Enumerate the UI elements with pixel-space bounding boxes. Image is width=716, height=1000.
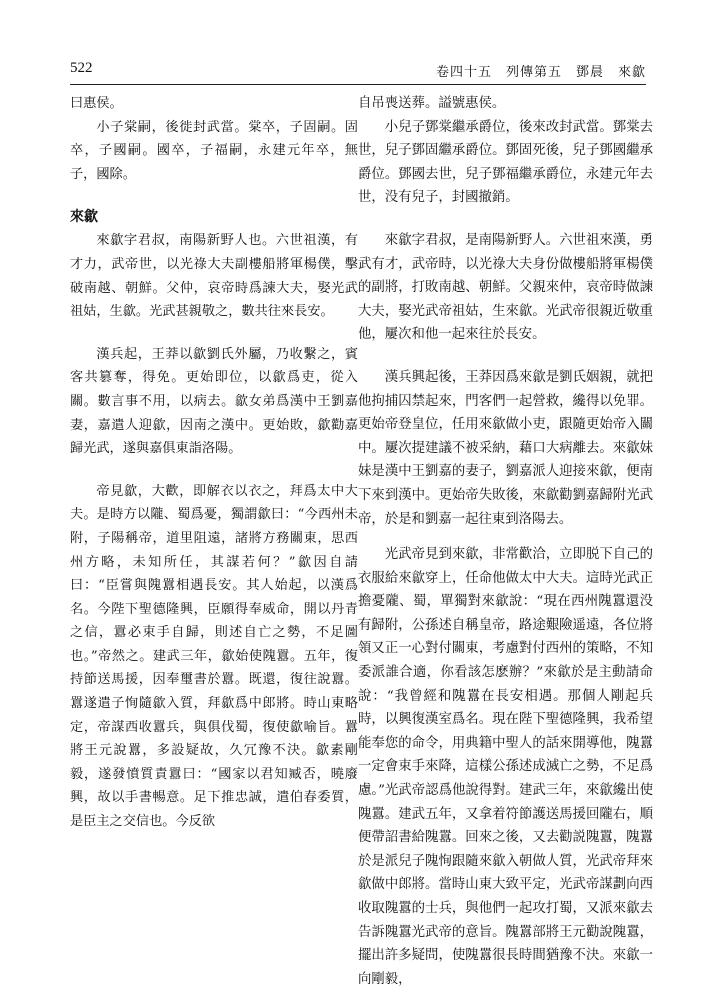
translation-paragraph-3: 來歙字君叔，是南陽新野人。六世祖來漢，勇武有才，武帝時，以光祿大夫身份做樓船將軍楊僕的副將，打敗南越、朝鮮。父親來仲，哀帝時做諫大夫，娶光武帝祖姑，生來歙。光武帝很親近敬重他，屢次和他一起來往於長安。 (358, 232, 653, 343)
header-rule (70, 84, 646, 85)
page-number: 522 (70, 60, 93, 76)
classical-text-column (70, 92, 358, 834)
translation-paragraph-2: 小兒子鄧棠繼承爵位，後來改封武當。鄧棠去世，兒子鄧固繼承爵位。鄧固死後，兒子鄧國繼承爵位。鄧國去世，兒子鄧福繼承爵位，永建元年去世，没有兒子，封國撤銷。 (358, 119, 653, 206)
translation-paragraph-1: 自吊喪送葬。謚號惠侯。 (358, 96, 506, 111)
translation-paragraph-5: 光武帝見到來歙，非常歡洽，立即脱下自己的衣服給來歙穿上，任命他做太中大夫。這時光武正擔憂隴、蜀，單獨對來歙說：“現在西州隗囂還没有歸附，公孫述自稱皇帝，路途艱險遥遠，各位將領又正一心對付關東，考慮對付西州的策略，不知委派誰合適，你看該怎麽辦？”來歙於是主動請命說：“我曾經和隗囂在長安相遇。那個人剛起兵時，以興復漢室爲名。現在陛下聖德隆興，我希望能奉您的命令，用典籍中聖人的話來開導他，隗囂一定會束手來降，這樣公孫述成滅亡之勢，不足爲慮。”光武帝認爲他說得對。建武三年，來歙纔出使隗囂。建武五年，又拿着符節護送馬援回隴右，順便帶詔書給隗囂。回來之後，又去勸説隗囂，隗囂於是派兒子隗恂跟隨來歙入朝做人質，光武帝拜來歙做中郎將。當時山東大致平定，光武帝謀劃向西收取隗囂的士兵，與他們一起攻打蜀，又派來歙去告訴隗囂光武帝的意旨。隗囂部將王元勸說隗囂，擺出許多疑問，使隗囂很長時間猶豫不決。來歙一向剛毅， (358, 547, 653, 987)
classical-paragraph-2: 小子棠嗣，後徙封武當。棠卒，子固嗣。固卒，子國嗣。國卒，子福嗣，永建元年卒，無子，國除。 (70, 119, 358, 182)
classical-paragraph-3: 來歙字君叔，南陽新野人也。六世祖漢，有才力，武帝世，以光祿大夫副樓船將軍楊僕，擊破南越、朝鮮。父仲，哀帝時爲諫大夫，娶光武祖姑，生歙。光武甚親敬之，數共往來長安。 (70, 233, 358, 320)
classical-paragraph-1: 曰惠侯。 (70, 96, 123, 111)
spacer (358, 347, 653, 366)
classical-paragraph-4: 漢兵起，王莽以歙劉氏外屬，乃收繫之，賓客共篡奪，得免。更始即位，以歙爲吏，從入關。數言事不用，以病去。歙女弟爲漢中王劉嘉妻，嘉遣人迎歙，因南之漢中。更始敗，歙勸嘉歸光武，遂與嘉俱東詣洛陽。 (70, 346, 358, 457)
spacer (70, 186, 358, 205)
section-title: 來歙 (70, 209, 98, 226)
translation-column (358, 92, 653, 991)
running-title: 卷四十五 列傳第五 鄧晨 來歙 (435, 65, 646, 80)
classical-paragraph-5: 帝見歙，大歡，即解衣以衣之，拜爲太中大夫。是時方以隴、蜀爲憂，獨謂歙曰：“今西州未附，子陽稱帝，道里阻遠，諸將方務關東，思西州方略，未知所任，其謀若何？”歙因自請曰：“臣嘗與隗囂相遇長安。其人始起，以漢爲名。今陛下聖德隆興，臣願得奉威命，開以丹青之信，囂必束手自歸，則述自亡之勢，不足圖也。”帝然之。建武三年，歙始使隗囂。五年，復持節送馬援，因奉璽書於囂。既還，復往說囂。囂遂遣子恂隨歙入質，拜歙爲中郎將。時山東略定，帝謀西收囂兵，與俱伐蜀，復使歙喻旨。囂將王元說囂，多設疑故，久冗豫不決。歙素剛毅，遂發憤質責囂曰：“國家以君知臧否，曉廢興，故以手書暢意。足下推忠誠，遣伯春委質，是臣主之交信也。今反欲 (70, 483, 358, 830)
spacer (70, 461, 358, 480)
spacer (70, 324, 358, 343)
spacer (358, 531, 653, 543)
spacer (358, 210, 653, 229)
translation-paragraph-4: 漢兵興起後，王莽因爲來歙是劉氏姻親，就把他拘捕囚禁起來，門客們一起營救，纔得以免罪。更始帝登皇位，任用來歙做小吏，跟隨更始帝入關中。屢次提建議不被采納，藉口大病離去。來歙妹妹是漢中王劉嘉的妻子，劉嘉派人迎接來歙，便南下來到漢中。更始帝失敗後，來歙勸劉嘉歸附光武帝，於是和劉嘉一起往東到洛陽去。 (358, 369, 653, 527)
page-header (70, 60, 646, 84)
